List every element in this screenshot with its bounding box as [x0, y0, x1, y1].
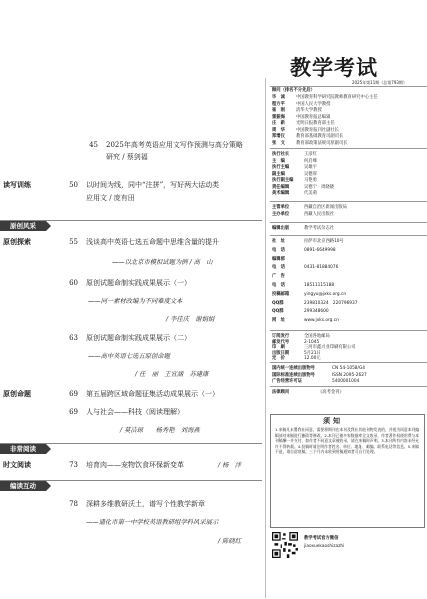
entry-title: 培育肉——宠物饮食环保新变革: [86, 461, 184, 469]
info-label: 副主编: [272, 171, 285, 177]
info-value: 中国教育报总编辑: [296, 114, 331, 120]
entry-author: / 陈晓红: [218, 538, 242, 545]
info-value: 5月21日: [304, 350, 321, 356]
column-divider: [265, 78, 266, 598]
entry-title: 2025年高考英语应用文写作预测与高分策略: [106, 141, 243, 149]
entry-title: 深耕多维教研沃土，谱写个性教学新章: [86, 500, 205, 508]
page-number: 69: [69, 408, 78, 416]
info-value: 中国教育科学研究院教师教育研究中心主任: [296, 95, 378, 100]
info-value: 教育部政策法规司原副司长: [296, 140, 348, 146]
section-label: 原创命题: [3, 390, 31, 398]
info-value[interactable]: yingyu@jxks.org.cn: [304, 291, 347, 297]
info-label: 雷振海: [272, 114, 285, 120]
section-label: 原创探索: [3, 238, 31, 246]
info-value: 18511115188: [304, 283, 335, 288]
entry-subtitle: ——高中英语七选五原创命题: [88, 353, 170, 360]
section-band-label: 编读互动: [0, 481, 46, 491]
entry-title: 人与社会——科技（阅读理解）: [86, 408, 184, 416]
notice-text: 1.来稿凡未署我社同意，需要将期刊在本刊及我社其他刊物发表的，并视为同意本刊编辑部对来稿进行删改等修改。2.本刊已被多家数据库全文收录，作者著作权使用费与本刊稿酬一并支付，如作者不同意文章被收录，请在来稿时声明。3.本刊所有内容未经允许不得转载。4.投稿时请注明作者姓名、单位、地址、邮编、联系电话等信息。5.来稿不退，请自留底稿，三个月内未收到用稿通知者可自行处理。: [275, 427, 420, 455]
page-number: 73: [69, 461, 78, 469]
info-value: 西藏人民出版社: [304, 212, 335, 217]
info-label: 毕 诚: [272, 95, 285, 100]
info-value: 239810324 220796937: [304, 300, 358, 306]
entry-author: / 李佳庆 谢娟娟: [166, 316, 215, 323]
divider: [270, 330, 427, 331]
info-value: 教学考试杂志社: [304, 226, 335, 231]
divider: [270, 148, 427, 149]
section-label: 时文阅读: [3, 461, 31, 469]
entry-title: 原创试题命制实践成果展示（一）: [86, 279, 191, 287]
toc-entry[interactable]: [60, 180, 262, 204]
toc-entry[interactable]: [60, 407, 262, 418]
section-label: 读写训练: [3, 181, 31, 189]
toc-entry[interactable]: [80, 140, 262, 162]
info-label: 庄 新: [272, 121, 285, 126]
info-value: 王彦红: [304, 152, 317, 157]
masthead-logo: 教学考试: [290, 56, 378, 80]
page-number: 50: [69, 181, 78, 189]
info-label: 国际标准连续出版物号: [272, 372, 315, 378]
page-number: 55: [69, 238, 78, 246]
info-label: 出版日期: [272, 350, 290, 356]
info-value: 中国人民大学教授: [296, 101, 331, 107]
info-label: 周 华: [272, 127, 285, 133]
divider: [270, 235, 427, 236]
info-label: 张 文: [272, 140, 285, 146]
info-value: 299348600: [304, 309, 329, 315]
section-band-label: 非常阅读: [0, 444, 46, 454]
info-label: 广 告: [272, 274, 285, 280]
entry-title-line2: 研究 / 蔡剑福: [106, 153, 148, 161]
info-value: 马艳勇: [304, 178, 317, 183]
toc-entry[interactable]: [60, 278, 262, 289]
info-value: 教育部基础教育司副司长: [296, 134, 344, 139]
info-label: 国内统一连续出版物号: [272, 366, 315, 371]
info-label: 美术编辑: [272, 191, 290, 196]
info-value: 2-1045: [304, 339, 320, 345]
info-label: 社 址: [272, 239, 285, 244]
info-value: 代美萌: [304, 191, 317, 196]
issue-number: 2025年第11期（总第793期）: [352, 80, 407, 85]
divider: [270, 386, 427, 387]
page-number: 63: [69, 334, 78, 342]
info-value: 12.00元: [304, 356, 321, 362]
info-label: 执行副主编: [272, 178, 294, 183]
toc-entry[interactable]: [60, 499, 262, 510]
info-value: 全国各地邮局: [304, 334, 330, 339]
info-value: 三河市鑫兴业印刷有限公司: [304, 345, 356, 351]
info-value: 吴德宁 周晓晓: [304, 184, 335, 190]
page-number: 78: [69, 500, 78, 508]
notice-heading: 须知: [323, 417, 343, 425]
info-label: 崔 刚: [272, 108, 285, 113]
entry-subtitle: ——同一素材改编为不同难度文本: [88, 298, 183, 305]
section-band: [0, 480, 262, 491]
info-label: 广告经营许可证: [272, 379, 303, 384]
qr-caption: 教学考试官方微信: [304, 536, 339, 541]
info-value: 吴德厚: [304, 171, 317, 177]
info-value: 光明日报教育部主任: [296, 121, 335, 126]
qr-subcaption: jiaoxuekaoshizazhi: [304, 544, 345, 549]
info-label: 电 话: [272, 283, 285, 288]
entry-title: 浅谈高中英语七选五命题中思维含量的提升: [86, 238, 219, 246]
divider: [270, 362, 427, 363]
info-value: 何启峰: [304, 158, 317, 164]
info-value: ISSN 2095-2627: [332, 372, 367, 378]
info-value: 拉萨市北京西路10号: [304, 239, 344, 244]
divider: [270, 222, 427, 223]
notice-box: [270, 414, 425, 528]
entry-author: / 莫洁琼 杨秀艳 刘海燕: [120, 427, 200, 434]
section-band: [0, 220, 262, 231]
info-label: 电 话: [272, 247, 285, 253]
info-label: 网 址: [272, 318, 285, 324]
entry-author: ——以北京市模拟试题为例 / 高 山: [112, 259, 213, 266]
toc-entry[interactable]: [60, 333, 262, 344]
info-value: 中国教育报刊社副社长: [296, 127, 339, 133]
info-value: 吴雄宇: [304, 165, 317, 170]
divider: [270, 86, 427, 87]
info-label: 主管单位: [272, 205, 290, 210]
section-band-label: 原创风采: [0, 221, 46, 231]
publication-info: [270, 0, 427, 599]
info-label: 执行主编: [272, 165, 290, 170]
info-label: 执行社长: [272, 152, 290, 157]
page-number: 45: [89, 141, 98, 149]
info-label: 定 价: [272, 356, 285, 362]
entry-title: 第五届跨区域命题征集活动成果展示（一）: [86, 390, 219, 398]
law-label: 法律顾问: [272, 390, 290, 395]
info-label: QQ群: [272, 309, 284, 315]
info-label: 编辑部: [272, 256, 285, 262]
toc-entry[interactable]: [60, 389, 262, 400]
info-label: 电 话: [272, 265, 285, 271]
entry-author: / 任 丽 王宜涵 苏建康: [135, 371, 209, 378]
entry-title: 以时间为线，同中“注拼”，写好两大话动类: [86, 181, 220, 189]
info-label: 主办单位: [272, 212, 290, 217]
entry-title: 原创试题命制实践成果展示（二）: [86, 334, 191, 342]
toc-entry[interactable]: [60, 237, 262, 248]
qr-code-icon[interactable]: [272, 532, 298, 558]
info-label: QQ群: [272, 300, 284, 306]
info-value: 0431-81884076: [304, 265, 339, 271]
info-label: 编辑出版: [272, 226, 290, 231]
info-value: 西藏自治区新闻出版局: [304, 205, 347, 210]
info-value: CN 54-1058/G4: [332, 366, 366, 371]
info-label: 邮发代号: [272, 339, 290, 345]
info-value[interactable]: www.jxks.org.cn: [304, 318, 339, 324]
page-number: 60: [69, 279, 78, 287]
info-label: 郑增仪: [272, 134, 285, 139]
info-label: 主 编: [272, 158, 285, 164]
entry-author: / 杨 洋: [218, 462, 242, 469]
entry-title-line2: 应用文 / 庞有田: [86, 194, 135, 202]
info-value: 0891-6649998: [304, 247, 336, 253]
entry-subtitle: ——通化市第一中学校英语教研组学科风采展示: [86, 519, 219, 526]
page-number: 69: [69, 390, 78, 398]
info-value: 清华大学教授: [296, 108, 322, 113]
info-label: 订阅发行: [272, 334, 290, 339]
law-value: 《高考金刊》: [318, 390, 344, 395]
info-label: 投稿邮箱: [272, 291, 290, 297]
advisor-heading: 顾问（排名不分先后）: [272, 88, 315, 93]
info-label: 印 刷: [272, 345, 285, 351]
info-label: 责任编辑: [272, 184, 290, 190]
info-label: 程方平: [272, 101, 285, 107]
info-value: 5400001004: [332, 379, 360, 384]
section-band: [0, 443, 262, 454]
divider: [270, 201, 427, 202]
